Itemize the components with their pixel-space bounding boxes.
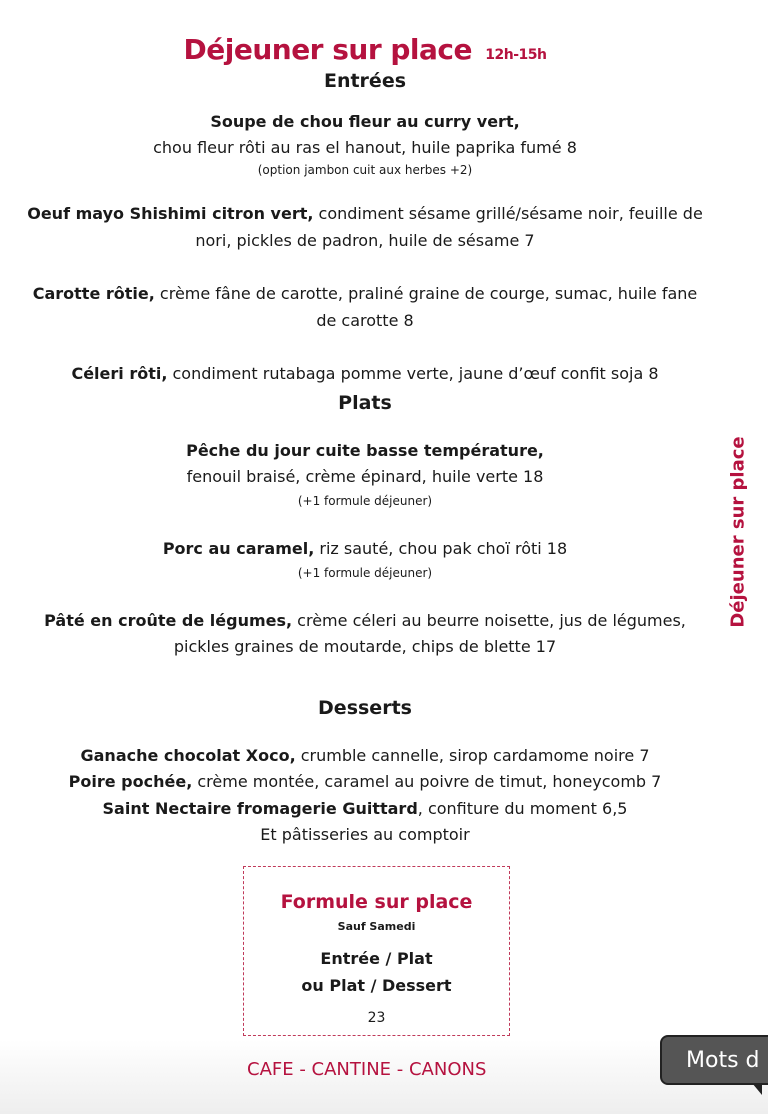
tooltip-tail xyxy=(752,1083,762,1095)
plat-3-line-2: pickles graines de moutarde, chips de blette 17 xyxy=(173,637,557,656)
plat-2-line-1: Porc au caramel, riz sauté, chou pak choï rôti 18 xyxy=(162,539,568,558)
plat-1-name: Pêche du jour cuite basse température, xyxy=(186,441,544,460)
entree-3-line-2: de carotte 8 xyxy=(316,311,414,330)
formule-price: 23 xyxy=(367,1010,386,1026)
formule-title: Formule sur place xyxy=(280,891,473,913)
entree-1-desc: chou fleur rôti au ras el hanout, huile paprika fumé 8 xyxy=(153,138,577,157)
entree-1-note: (option jambon cuit aux herbes +2) xyxy=(257,163,473,177)
dessert-3: Saint Nectaire fromagerie Guittard, confiture du moment 6,5 xyxy=(102,799,628,818)
page-title xyxy=(0,33,730,66)
dessert-2: Poire pochée, crème montée, caramel au poivre de timut, honeycomb 7 xyxy=(68,772,662,791)
entrees-heading: Entrées xyxy=(323,70,407,92)
plat-1-note: (+1 formule déjeuner) xyxy=(297,494,433,508)
dessert-1: Ganache chocolat Xoco, crumble cannelle, sirop cardamome noire 7 xyxy=(80,746,650,765)
footer-brand: CAFE - CANTINE - CANONS xyxy=(247,1059,487,1080)
title-text: Déjeuner sur place xyxy=(183,33,473,66)
entree-2-line-2: nori, pickles de padron, huile de sésame 7 xyxy=(195,231,535,250)
entree-2-line-1: Oeuf mayo Shishimi citron vert, condiment sésame grillé/sésame noir, feuille de xyxy=(27,204,703,223)
plat-1-desc: fenouil braisé, crème épinard, huile verte 18 xyxy=(186,467,544,486)
formule-box xyxy=(243,866,510,1036)
side-label: Déjeuner sur place xyxy=(727,436,749,628)
desserts-heading: Desserts xyxy=(318,697,412,719)
entree-4-line-1: Céleri rôti, condiment rutabaga pomme verte, jaune d’œuf confit soja 8 xyxy=(71,364,659,383)
entree-3-line-1: Carotte rôtie, crème fâne de carotte, praliné graine de courge, sumac, huile fane xyxy=(32,284,698,303)
formule-subtitle: Sauf Samedi xyxy=(337,920,416,933)
formule-line-2: ou Plat / Dessert xyxy=(301,976,452,995)
plats-heading: Plats xyxy=(338,392,392,414)
plat-2-note: (+1 formule déjeuner) xyxy=(297,566,433,580)
formule-line-1: Entrée / Plat xyxy=(320,949,433,968)
word-count-tooltip[interactable]: Mots d xyxy=(660,1035,768,1085)
footer xyxy=(0,1040,768,1114)
desserts-extra: Et pâtisseries au comptoir xyxy=(260,825,470,844)
plat-3-line-1: Pâté en croûte de légumes, crème céleri au beurre noisette, jus de légumes, xyxy=(44,611,686,630)
entree-1-name: Soupe de chou fleur au curry vert, xyxy=(210,112,520,131)
service-hours: 12h-15h xyxy=(485,47,547,63)
